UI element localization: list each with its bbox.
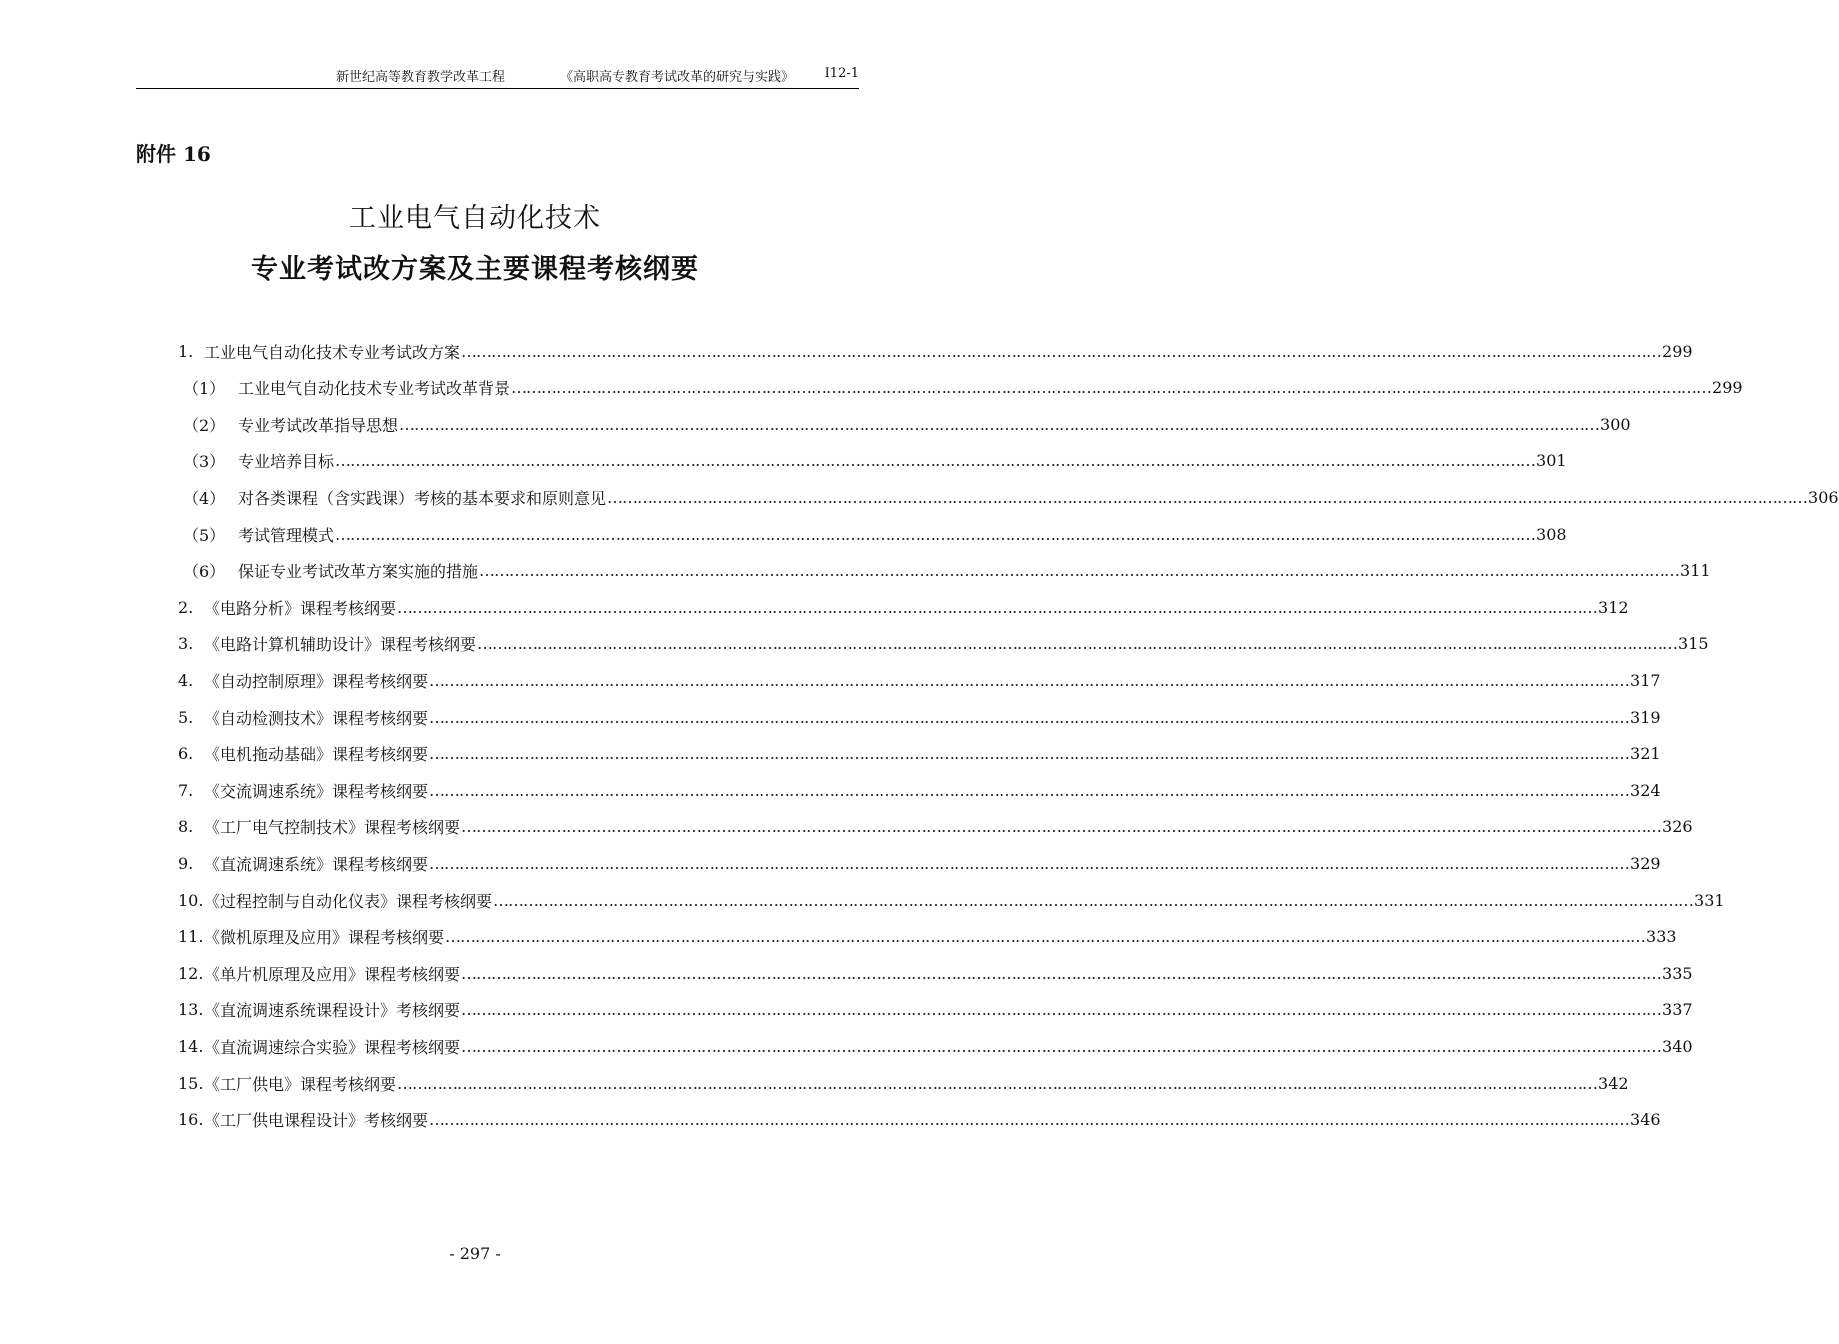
- toc-entry-number: 1.: [178, 341, 194, 361]
- toc-entry-number: 11.: [178, 927, 204, 947]
- toc-entry-title: 《直流调速系统课程设计》考核纲要: [204, 1001, 461, 1021]
- toc-entry[interactable]: [178, 955, 1693, 991]
- header-section-code: Ⅰ12-1: [824, 66, 859, 81]
- toc-entry-title: 《工厂电气控制技术》课程考核纲要: [204, 818, 461, 838]
- toc-entry-title: 《工厂供电课程设计》考核纲要: [204, 1111, 429, 1131]
- toc-entry[interactable]: [178, 882, 1725, 918]
- header-project: 新世纪高等教育教学改革工程: [336, 70, 506, 85]
- toc-entry-page: 335: [1662, 963, 1693, 983]
- toc-entry[interactable]: [178, 699, 1661, 735]
- toc-dot-leader: ……………………………………………………………………………………………………………………………………………………………………………………………………………………: [429, 1110, 1630, 1130]
- toc-entry-number: （5）: [183, 525, 226, 545]
- toc-entry-page: 331: [1694, 890, 1725, 910]
- toc-entry-number: （2）: [183, 415, 226, 435]
- toc-entry-page: 299: [1662, 341, 1693, 361]
- toc-dot-leader: ……………………………………………………………………………………………………………………………………………………………………………………………………………………: [429, 853, 1630, 873]
- toc-dot-leader: ……………………………………………………………………………………………………………………………………………………………………………………………………………………: [399, 414, 1600, 434]
- toc-entry-number: 15.: [178, 1073, 204, 1093]
- toc-dot-leader: ……………………………………………………………………………………………………………………………………………………………………………………………………………………: [429, 670, 1630, 690]
- toc-entry[interactable]: [178, 845, 1661, 881]
- toc-entry-title: 《电路分析》课程考核纲要: [204, 598, 397, 618]
- document-title-line2: 专业考试改方案及主要课程考核纲要: [251, 254, 699, 285]
- toc-entry-page: 300: [1600, 414, 1631, 434]
- toc-entry-title: 《电路计算机辅助设计》课程考核纲要: [204, 635, 477, 655]
- toc-entry-page: 306: [1808, 487, 1839, 507]
- toc-entry[interactable]: [178, 1065, 1629, 1101]
- toc-entry-title: 《工厂供电》课程考核纲要: [204, 1074, 397, 1094]
- toc-entry-page: 301: [1536, 451, 1567, 471]
- toc-dot-leader: ……………………………………………………………………………………………………………………………………………………………………………………………………………………: [461, 341, 1662, 361]
- toc-entry-page: 333: [1646, 927, 1677, 947]
- document-title-line1: 工业电气自动化技术: [349, 203, 601, 234]
- toc-entry-title: 《直流调速综合实验》课程考核纲要: [204, 1037, 461, 1057]
- toc-entry-page: 342: [1598, 1073, 1629, 1093]
- toc-entry-number: （1）: [183, 379, 226, 399]
- toc-entry-page: 311: [1680, 561, 1711, 581]
- toc-entry-number: 12.: [178, 963, 204, 983]
- toc-entry-page: 326: [1662, 817, 1693, 837]
- toc-entry-number: 6.: [178, 744, 194, 764]
- toc-entry-number: 7.: [178, 780, 194, 800]
- toc-entry[interactable]: [183, 479, 1839, 515]
- toc-entry[interactable]: [178, 1028, 1693, 1064]
- toc-entry-page: 317: [1630, 670, 1661, 690]
- toc-dot-leader: ……………………………………………………………………………………………………………………………………………………………………………………………………………………: [477, 634, 1678, 654]
- toc-entry-number: （6）: [183, 562, 226, 582]
- toc-dot-leader: ……………………………………………………………………………………………………………………………………………………………………………………………………………………: [445, 927, 1646, 947]
- toc-entry-title: 《过程控制与自动化仪表》课程考核纲要: [204, 891, 493, 911]
- toc-entry-title: 工业电气自动化技术专业考试改方案: [204, 342, 461, 362]
- toc-entry-title: 《交流调速系统》课程考核纲要: [204, 781, 429, 801]
- toc-entry-page: 308: [1536, 524, 1567, 544]
- toc-entry-title: 专业考试改革指导思想: [238, 415, 399, 435]
- toc-dot-leader: ……………………………………………………………………………………………………………………………………………………………………………………………………………………: [429, 744, 1630, 764]
- toc-entry-page: 312: [1598, 597, 1629, 617]
- toc-entry-number: 10.: [178, 890, 204, 910]
- toc-entry-number: 9.: [178, 853, 194, 873]
- toc-entry-page: 319: [1630, 707, 1661, 727]
- toc-entry[interactable]: [183, 443, 1567, 479]
- annex-label: 附件 16: [136, 142, 211, 166]
- toc-dot-leader: ……………………………………………………………………………………………………………………………………………………………………………………………………………………: [429, 780, 1630, 800]
- toc-dot-leader: ……………………………………………………………………………………………………………………………………………………………………………………………………………………: [461, 817, 1662, 837]
- toc-entry-page: 346: [1630, 1110, 1661, 1130]
- page-number: - 297 -: [449, 1244, 501, 1263]
- toc-entry[interactable]: [178, 736, 1661, 772]
- toc-entry-title: 《直流调速系统》课程考核纲要: [204, 854, 429, 874]
- toc-entry-title: 《自动检测技术》课程考核纲要: [204, 708, 429, 728]
- toc-entry[interactable]: [183, 406, 1631, 442]
- toc-entry[interactable]: [178, 333, 1693, 369]
- toc-entry-page: 340: [1662, 1036, 1693, 1056]
- toc-entry[interactable]: [183, 370, 1743, 406]
- toc-entry-number: 5.: [178, 707, 194, 727]
- toc-dot-leader: ……………………………………………………………………………………………………………………………………………………………………………………………………………………: [397, 597, 1598, 617]
- toc-entry-page: 337: [1662, 1000, 1693, 1020]
- toc-entry-title: 专业培养目标: [238, 452, 335, 472]
- toc-entry[interactable]: [178, 809, 1693, 845]
- toc-entry-title: 考试管理模式: [238, 525, 335, 545]
- toc-entry-page: 324: [1630, 780, 1661, 800]
- running-header: [136, 64, 859, 89]
- toc-entry[interactable]: [178, 626, 1709, 662]
- toc-entry[interactable]: [178, 992, 1693, 1028]
- toc-entry-number: 14.: [178, 1036, 204, 1056]
- toc-entry-number: 3.: [178, 634, 194, 654]
- header-book-title: 《高职高专教育考试改革的研究与实践》: [560, 70, 795, 85]
- toc-dot-leader: ……………………………………………………………………………………………………………………………………………………………………………………………………………………: [607, 487, 1808, 507]
- toc-dot-leader: ……………………………………………………………………………………………………………………………………………………………………………………………………………………: [511, 378, 1712, 398]
- toc-entry[interactable]: [183, 553, 1711, 589]
- toc-entry[interactable]: [178, 589, 1629, 625]
- toc-entry-page: 315: [1678, 634, 1709, 654]
- toc-entry-number: （4）: [183, 488, 226, 508]
- toc-entry-title: 工业电气自动化技术专业考试改革背景: [238, 379, 511, 399]
- toc-entry-number: 16.: [178, 1110, 204, 1130]
- toc-entry-number: 4.: [178, 670, 194, 690]
- toc-entry-page: 299: [1712, 378, 1743, 398]
- toc-dot-leader: ……………………………………………………………………………………………………………………………………………………………………………………………………………………: [397, 1073, 1598, 1093]
- toc-entry-page: 329: [1630, 853, 1661, 873]
- toc-dot-leader: ……………………………………………………………………………………………………………………………………………………………………………………………………………………: [493, 890, 1694, 910]
- toc-dot-leader: ……………………………………………………………………………………………………………………………………………………………………………………………………………………: [479, 561, 1680, 581]
- toc-entry-number: 13.: [178, 1000, 204, 1020]
- toc-dot-leader: ……………………………………………………………………………………………………………………………………………………………………………………………………………………: [429, 707, 1630, 727]
- toc-entry[interactable]: [178, 772, 1661, 808]
- toc-dot-leader: ……………………………………………………………………………………………………………………………………………………………………………………………………………………: [461, 1036, 1662, 1056]
- toc-entry-number: （3）: [183, 452, 226, 472]
- toc-entry-title: 保证专业考试改革方案实施的措施: [238, 562, 479, 582]
- toc-dot-leader: ……………………………………………………………………………………………………………………………………………………………………………………………………………………: [335, 524, 1536, 544]
- toc-dot-leader: ……………………………………………………………………………………………………………………………………………………………………………………………………………………: [461, 1000, 1662, 1020]
- toc-entry-title: 《微机原理及应用》课程考核纲要: [204, 928, 445, 948]
- toc-entry[interactable]: [178, 662, 1661, 698]
- toc-dot-leader: ……………………………………………………………………………………………………………………………………………………………………………………………………………………: [335, 451, 1536, 471]
- toc-dot-leader: ……………………………………………………………………………………………………………………………………………………………………………………………………………………: [461, 963, 1662, 983]
- toc-entry-title: 对各类课程（含实践课）考核的基本要求和原则意见: [238, 488, 607, 508]
- toc-entry[interactable]: [178, 919, 1677, 955]
- toc-entry-number: 8.: [178, 817, 194, 837]
- toc-entry[interactable]: [178, 1102, 1661, 1138]
- toc-entry-number: 2.: [178, 597, 194, 617]
- toc-entry[interactable]: [183, 516, 1567, 552]
- toc-entry-title: 《单片机原理及应用》课程考核纲要: [204, 964, 461, 984]
- toc-entry-page: 321: [1630, 744, 1661, 764]
- toc-entry-title: 《电机拖动基础》课程考核纲要: [204, 745, 429, 765]
- toc-entry-title: 《自动控制原理》课程考核纲要: [204, 671, 429, 691]
